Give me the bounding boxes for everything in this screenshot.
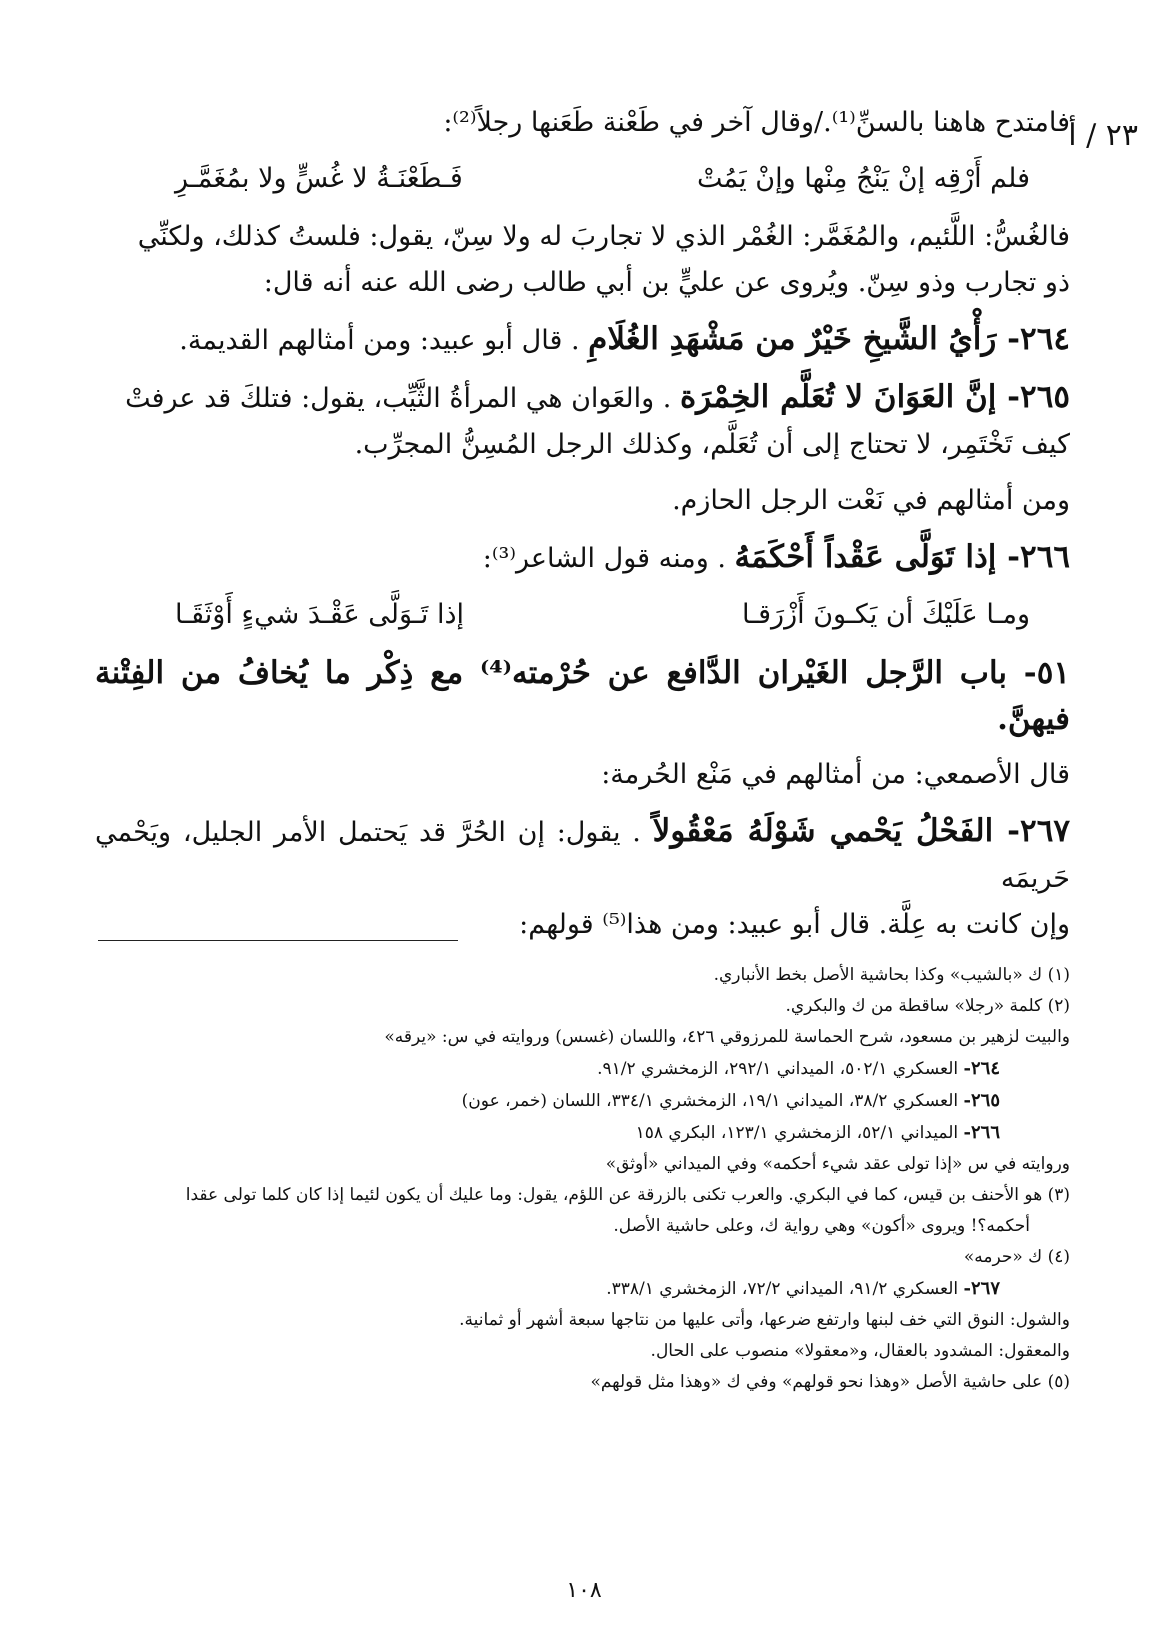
proverb-267 (95, 808, 1070, 948)
citation-264-number: ٢٦٤- (963, 1058, 1000, 1079)
paragraph-ghus-line-1: فالغُسُّ: اللَّئيم، والمُغَمَّر: الغُمْر الذي لا تجاربَ له ولا سِنّ، يقول: فلستُ كذلك، ولكنِّي (137, 221, 1070, 252)
footnote-1: (١) ك «بالشيب» وكذا بحاشية الأصل بخط الأنباري. (713, 965, 1070, 985)
proverb-267-line-2: وإن كانت به عِلَّة. قال أبو عبيد: ومن هذا⁽⁵⁾ قولهم: (519, 909, 1070, 940)
citation-265-sources: العسكري ٣٨/٢، الميداني ١٩/١، الزمخشري ٣٣٤/١، اللسان (خمر، عون) (461, 1091, 959, 1111)
proverb-265-text: ٢٦٥- إنَّ العَوَانَ لا تُعَلَّم الخِمْرَة (679, 379, 1070, 415)
footnote-2-continued: والبيت لزهير بن مسعود، شرح الحماسة للمرزوقي ٤٢٦، واللسان (غسس) وروايته في س: «يرقه» (384, 1027, 1070, 1047)
proverb-266-comment: . ومنه قول الشاعر⁽³⁾: (482, 543, 726, 574)
folio-marker: ٢٣ / أ (1068, 118, 1138, 153)
footnotes (95, 960, 1070, 1398)
footnote-divider (98, 940, 458, 941)
paragraph-hazim: ومن أمثالهم في نَعْت الرجل الحازم. (672, 485, 1070, 516)
paragraph-asmai: قال الأصمعي: من أمثالهم في مَنْع الحُرمة: (601, 759, 1070, 790)
paragraph-ghus (95, 214, 1070, 306)
citation-266 (95, 1117, 1070, 1149)
main-text (95, 100, 1070, 958)
citation-264-sources: العسكري ٥٠٢/١، الميداني ٢٩٢/١، الزمخشري ٩١/٢. (597, 1059, 959, 1079)
footnote-3-continued: أحكمه؟! ويروى «أكون» وهي رواية ك، وعلى حاشية الأصل. (613, 1216, 1030, 1236)
citation-264 (95, 1053, 1070, 1085)
citation-266-sources: الميداني ٥٢/١، الزمخشري ١٢٣/١، البكري ١٥٨ (635, 1123, 959, 1143)
citation-267-shawl: والشول: النوق التي خف لبنها وارتفع ضرعها، وأتى عليها من نتاجها سبعة أشهر أو ثمانية. (459, 1310, 1070, 1330)
proverb-266-text: ٢٦٦- إذا تَوَلَّى عَقْداً أَحْكَمَهُ (734, 539, 1070, 575)
proverb-266 (95, 534, 1070, 582)
proverb-267-comment: . يقول: إن الحُرَّ قد يَحتمل الأمر الجليل، ويَحْمي حَريمَه (95, 817, 1070, 894)
proverb-265-comment: . والعَوان هي المرأةُ الثَّيِّب، يقول: فتلكَ قد عرفتْ (125, 383, 672, 414)
citation-267-sources: العسكري ٩١/٢، الميداني ٧٢/٢، الزمخشري ٣٣٨/١. (606, 1279, 959, 1299)
citation-267-number: ٢٦٧- (963, 1278, 1000, 1299)
paragraph-ghus-line-2: ذو تجارب وذو سِنّ. ويُروى عن عليٍّ بن أبي طالب رضى الله عنه أنه قال: (263, 267, 1070, 298)
page-number: ١٠٨ (566, 1578, 602, 1603)
proverb-264 (95, 316, 1070, 364)
footnote-2: (٢) كلمة «رجلا» ساقطة من ك والبكري. (785, 996, 1070, 1016)
citation-266-variant: وروايته في س «إذا تولى عقد شيء أحكمه» وفي الميداني «أوثق» (605, 1154, 1070, 1174)
verse-2-second-hemistich: إذا تَـوَلَّى عَقْـدَ شيءٍ أَوْثَقَـا (175, 599, 464, 630)
footnote-3: (٣) هو الأحنف بن قيس، كما في البكري. والعرب تكنى بالزرقة عن اللؤم، يقول: وما عليك أن يكون لئيما إذا كان كلما تولى عقدا (185, 1185, 1070, 1205)
verse-2 (175, 592, 1030, 638)
line-intro: فامتدح هاهنا بالسنِّ⁽¹⁾./وقال آخر في طَعْنة طَعَنها رجلاً⁽²⁾: (443, 107, 1070, 138)
citation-267 (95, 1273, 1070, 1305)
citation-267-maqul: والمعقول: المشدود بالعقال، و«معقولا» منصوب على الحال. (650, 1341, 1070, 1361)
citation-266-number: ٢٦٦- (963, 1122, 1000, 1143)
verse-2-first-hemistich: ومـا عَلَيْكَ أن يَكـونَ أَزْرَقـا (742, 599, 1030, 630)
proverb-265 (95, 374, 1070, 468)
proverb-267-text: ٢٦٧- الفَحْلُ يَحْمي شَوْلَهُ مَعْقُولاً (652, 813, 1070, 849)
citation-265 (95, 1085, 1070, 1117)
proverb-264-comment: . قال أبو عبيد: ومن أمثالهم القديمة. (179, 325, 580, 356)
proverb-264-text: ٢٦٤- رَأْيُ الشَّيخِ خَيْرٌ من مَشْهَدِ الغُلَامِ (588, 321, 1070, 357)
verse-1-first-hemistich: فلم أَرْقِه إنْ يَنْجُ مِنْها وإنْ يَمُتْ (697, 163, 1030, 194)
chapter-heading-51: ٥١- باب الرَّجل الغَيْران الدَّافع عن حُرْمته⁽⁴⁾ مع ذِكْر ما يُخافُ من الفِتْنة فيهنَّ. (95, 655, 1070, 737)
verse-1 (175, 156, 1030, 202)
footnote-5: (٥) على حاشية الأصل «وهذا نحو قولهم» وفي ك «وهذا مثل قولهم» (590, 1372, 1070, 1392)
verse-1-second-hemistich: فَـطَعْنَـةُ لا غُسٍّ ولا بمُغَمَّـرِ (175, 163, 463, 194)
proverb-265-line-2: كيف تَخْتَمِر، لا تحتاج إلى أن تُعَلَّم، وكذلك الرجل المُسِنُّ المجرِّب. (354, 429, 1070, 460)
footnote-4: (٤) ك «حرمه» (963, 1247, 1070, 1267)
citation-265-number: ٢٦٥- (963, 1090, 1000, 1111)
